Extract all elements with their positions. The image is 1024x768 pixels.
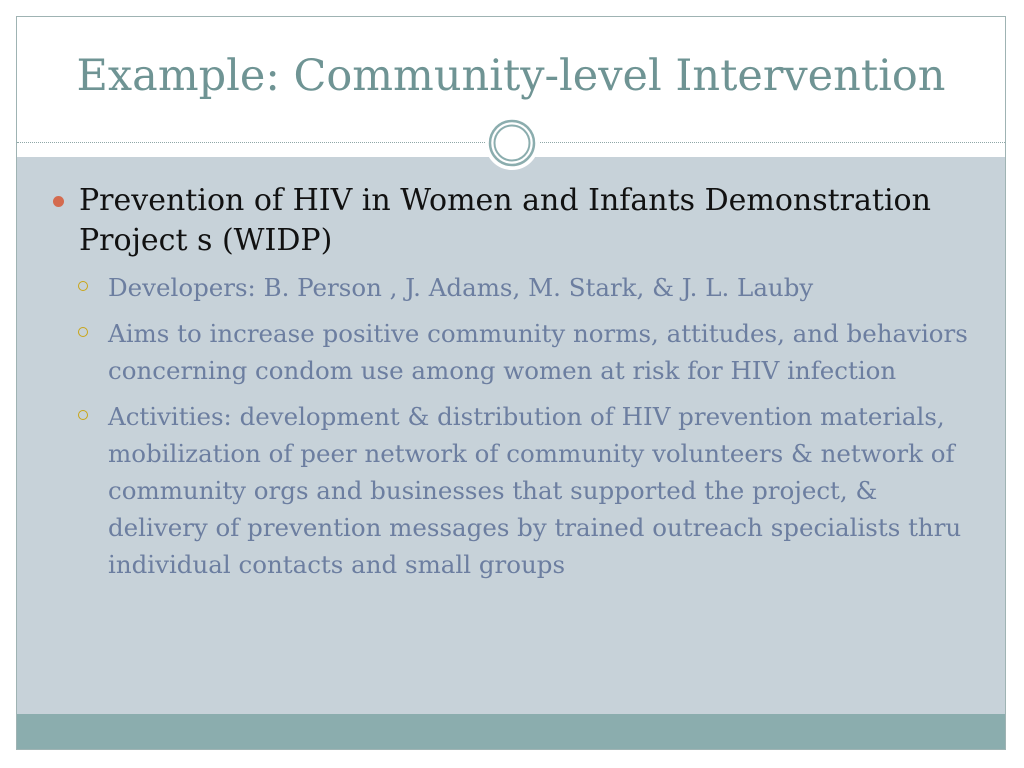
slide bbox=[16, 16, 1006, 750]
main-bullet bbox=[53, 181, 973, 261]
ring-bullet-icon bbox=[78, 410, 88, 420]
circle-ornament-icon bbox=[483, 114, 541, 172]
ring-bullet-icon bbox=[78, 327, 88, 337]
sub-bullet-text: Developers: B. Person , J. Adams, M. Stark, & J. L. Lauby bbox=[108, 273, 814, 302]
sub-bullet-developers bbox=[53, 269, 973, 306]
content-area bbox=[17, 157, 1005, 715]
sub-bullet-aims bbox=[53, 315, 973, 389]
sub-bullet-list bbox=[53, 269, 973, 583]
sub-bullet-activities bbox=[53, 398, 973, 583]
content-body bbox=[53, 181, 973, 592]
ring-bullet-icon bbox=[78, 281, 88, 291]
slide-title: Example: Community-level Intervention bbox=[76, 51, 946, 101]
sub-bullet-text: Activities: development & distribution of HIV prevention materials, mobilization of peer network of community volunteers & network of community orgs and businesses that supported the project, & delivery of prevention messages by trained outreach specialists thru individual contacts and small groups bbox=[108, 402, 962, 579]
sub-bullet-text: Aims to increase positive community norms, attitudes, and behaviors concerning condom use among women at risk for HIV infection bbox=[108, 319, 968, 385]
footer-band bbox=[17, 714, 1005, 749]
bullet-dot-icon bbox=[53, 196, 64, 207]
main-bullet-text: Prevention of HIV in Women and Infants Demonstration Project s (WIDP) bbox=[79, 183, 931, 258]
